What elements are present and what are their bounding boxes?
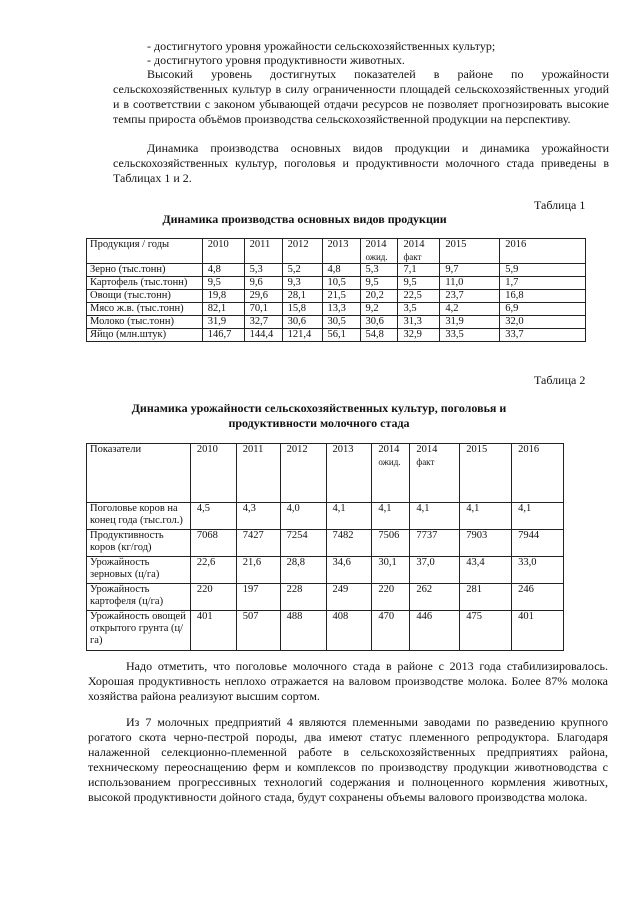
table-1-title: Динамика производства основных видов продукции bbox=[162, 212, 447, 226]
table-cell: 7427 bbox=[236, 530, 280, 557]
intro-paragraph-1: Высокий уровень достигнутых показателей в районе по урожайности сельскохозяйственных культур в силу ограниченности площадей сельскохозяйственных угодий и в соответствии с законом убывающей отдачи ресурсов не позволяет прогнозировать высокие темпы прироста объёмов производства сельскохозяйственной продукции на перспективу. bbox=[113, 67, 609, 126]
table-row bbox=[87, 503, 564, 530]
header-cell: 2016 bbox=[512, 444, 564, 503]
table-header-row bbox=[87, 444, 564, 503]
table-row bbox=[87, 316, 586, 329]
table-cell: 43,4 bbox=[460, 557, 512, 584]
row-label: Продуктивность коров (кг/год) bbox=[87, 530, 191, 557]
table-cell: 7068 bbox=[190, 530, 236, 557]
header-year: 2014 bbox=[416, 444, 438, 455]
header-year: 2014 bbox=[378, 444, 400, 455]
row-label: Зерно (тыс.тонн) bbox=[87, 264, 203, 277]
table-row bbox=[87, 584, 564, 611]
row-label: Урожайность зерновых (ц/га) bbox=[87, 557, 191, 584]
table-row bbox=[87, 329, 586, 342]
table-cell: 22,6 bbox=[190, 557, 236, 584]
bullet-2: - достигнутого уровня продуктивности животных. bbox=[147, 53, 405, 67]
table-cell: 9,3 bbox=[282, 277, 322, 290]
header-cell bbox=[410, 444, 460, 503]
table-cell: 54,8 bbox=[360, 329, 398, 342]
table-cell: 5,3 bbox=[360, 264, 398, 277]
table-cell: 246 bbox=[512, 584, 564, 611]
header-note: факт bbox=[403, 252, 422, 262]
table-cell: 33,5 bbox=[440, 329, 500, 342]
table-cell: 488 bbox=[280, 611, 326, 651]
table-cell: 197 bbox=[236, 584, 280, 611]
header-cell: 2015 bbox=[440, 239, 500, 264]
table-cell: 4,0 bbox=[280, 503, 326, 530]
header-year: 2014 bbox=[403, 239, 425, 250]
table-cell: 28,8 bbox=[280, 557, 326, 584]
table-cell: 249 bbox=[326, 584, 372, 611]
table-cell: 22,5 bbox=[398, 290, 440, 303]
row-label: Урожайность овощей открытого грунта (ц/га) bbox=[87, 611, 191, 651]
header-cell: 2013 bbox=[322, 239, 360, 264]
header-cell: 2012 bbox=[280, 444, 326, 503]
table-row bbox=[87, 277, 586, 290]
table-cell: 4,1 bbox=[326, 503, 372, 530]
table-2-title-line-2: продуктивности молочного стада bbox=[228, 416, 410, 430]
table-cell: 20,2 bbox=[360, 290, 398, 303]
table-cell: 33,0 bbox=[512, 557, 564, 584]
table-cell: 6,9 bbox=[500, 303, 586, 316]
header-cell: 2015 bbox=[460, 444, 512, 503]
header-cell bbox=[360, 239, 398, 264]
table-cell: 7737 bbox=[410, 530, 460, 557]
row-label: Овощи (тыс.тонн) bbox=[87, 290, 203, 303]
table-cell: 31,9 bbox=[202, 316, 244, 329]
header-cell: 2010 bbox=[202, 239, 244, 264]
table-row bbox=[87, 611, 564, 651]
row-label: Мясо ж.в. (тыс.тонн) bbox=[87, 303, 203, 316]
header-year: 2014 bbox=[365, 239, 387, 250]
row-label: Урожайность картофеля (ц/га) bbox=[87, 584, 191, 611]
table-2-title-line-1: Динамика урожайности сельскохозяйственных культур, поголовья и bbox=[131, 401, 507, 415]
table-cell: 31,9 bbox=[440, 316, 500, 329]
table-cell: 19,8 bbox=[202, 290, 244, 303]
outro-paragraph-1: Надо отметить, что поголовье молочного стада в районе с 2013 года стабилизировалось. Хорошая продуктивность неплохо отражается на валовом производстве молока. Более 87% молока хозяйства района реализуют высшим сортом. bbox=[88, 659, 608, 703]
table-cell: 7903 bbox=[460, 530, 512, 557]
table-cell: 220 bbox=[190, 584, 236, 611]
table-2-label: Таблица 2 bbox=[534, 373, 586, 387]
intro-paragraph-2: Динамика производства основных видов продукции и динамика урожайности сельскохозяйственных культур, поголовья и продуктивности молочного стада приведены в Таблицах 1 и 2. bbox=[113, 141, 609, 185]
table-cell: 4,3 bbox=[236, 503, 280, 530]
table-2-title bbox=[86, 401, 552, 431]
table-cell: 70,1 bbox=[244, 303, 282, 316]
table-cell: 30,1 bbox=[372, 557, 410, 584]
table-row bbox=[87, 290, 586, 303]
table-cell: 5,2 bbox=[282, 264, 322, 277]
table-cell: 9,6 bbox=[244, 277, 282, 290]
row-label: Молоко (тыс.тонн) bbox=[87, 316, 203, 329]
table-cell: 4,5 bbox=[190, 503, 236, 530]
table-cell: 4,8 bbox=[202, 264, 244, 277]
table-cell: 4,1 bbox=[372, 503, 410, 530]
table-cell: 13,3 bbox=[322, 303, 360, 316]
table-cell: 475 bbox=[460, 611, 512, 651]
table-cell: 7254 bbox=[280, 530, 326, 557]
table-cell: 7,1 bbox=[398, 264, 440, 277]
table-cell: 31,3 bbox=[398, 316, 440, 329]
table-cell: 4,1 bbox=[512, 503, 564, 530]
header-cell: 2016 bbox=[500, 239, 586, 264]
table-cell: 401 bbox=[190, 611, 236, 651]
table-cell: 401 bbox=[512, 611, 564, 651]
outro-paragraph-2: Из 7 молочных предприятий 4 являются племенными заводами по разведению крупного рогатого скота черно-пестрой породы, два имеют статус племенного репродуктора. Благодаря налаженной селекционно-племенной работе в сельскохозяйственных предприятиях района, техническому переоснащению ферм и комплексов по производству продукции животноводства с использованием прогрессивных технологий содержания и полноценного кормления животных, высокой продуктивности дойного стада, будут сохранены объемы валового производства молока. bbox=[88, 715, 608, 804]
table-cell: 15,8 bbox=[282, 303, 322, 316]
table-cell: 470 bbox=[372, 611, 410, 651]
row-label: Яйцо (млн.штук) bbox=[87, 329, 203, 342]
table-cell: 262 bbox=[410, 584, 460, 611]
table-cell: 5,3 bbox=[244, 264, 282, 277]
table-cell: 28,1 bbox=[282, 290, 322, 303]
row-label: Картофель (тыс.тонн) bbox=[87, 277, 203, 290]
table-cell: 21,6 bbox=[236, 557, 280, 584]
table-1-label: Таблица 1 bbox=[534, 198, 586, 212]
table-row bbox=[87, 264, 586, 277]
table-cell: 30,5 bbox=[322, 316, 360, 329]
table-cell: 507 bbox=[236, 611, 280, 651]
header-cell: 2012 bbox=[282, 239, 322, 264]
yield-table bbox=[86, 443, 564, 651]
row-label: Поголовье коров на конец года (тыс.гол.) bbox=[87, 503, 191, 530]
table-row bbox=[87, 530, 564, 557]
table-cell: 16,8 bbox=[500, 290, 586, 303]
production-table bbox=[86, 238, 586, 342]
table-cell: 32,9 bbox=[398, 329, 440, 342]
table-cell: 23,7 bbox=[440, 290, 500, 303]
table-cell: 446 bbox=[410, 611, 460, 651]
table-cell: 9,5 bbox=[202, 277, 244, 290]
header-cell bbox=[372, 444, 410, 503]
table-row bbox=[87, 303, 586, 316]
header-note: ожид. bbox=[378, 457, 401, 467]
table-cell: 144,4 bbox=[244, 329, 282, 342]
table-cell: 30,6 bbox=[360, 316, 398, 329]
table-cell: 21,5 bbox=[322, 290, 360, 303]
header-cell: Показатели bbox=[87, 444, 191, 503]
table-cell: 37,0 bbox=[410, 557, 460, 584]
table-cell: 7506 bbox=[372, 530, 410, 557]
table-cell: 7944 bbox=[512, 530, 564, 557]
header-note: факт bbox=[416, 457, 435, 467]
header-note: ожид. bbox=[365, 252, 388, 262]
table-cell: 121,4 bbox=[282, 329, 322, 342]
table-cell: 4,2 bbox=[440, 303, 500, 316]
bullet-1: - достигнутого уровня урожайности сельскохозяйственных культур; bbox=[147, 39, 496, 53]
table-cell: 4,8 bbox=[322, 264, 360, 277]
table-cell: 3,5 bbox=[398, 303, 440, 316]
table-cell: 1,7 bbox=[500, 277, 586, 290]
header-cell bbox=[398, 239, 440, 264]
table-cell: 408 bbox=[326, 611, 372, 651]
table-cell: 4,1 bbox=[410, 503, 460, 530]
header-cell: 2011 bbox=[236, 444, 280, 503]
header-cell: 2011 bbox=[244, 239, 282, 264]
table-cell: 32,7 bbox=[244, 316, 282, 329]
table-header-row bbox=[87, 239, 586, 264]
header-cell: 2013 bbox=[326, 444, 372, 503]
table-cell: 9,5 bbox=[398, 277, 440, 290]
table-cell: 146,7 bbox=[202, 329, 244, 342]
table-cell: 7482 bbox=[326, 530, 372, 557]
table-cell: 228 bbox=[280, 584, 326, 611]
header-cell: Продукция / годы bbox=[87, 239, 203, 264]
table-cell: 82,1 bbox=[202, 303, 244, 316]
table-row bbox=[87, 557, 564, 584]
table-cell: 10,5 bbox=[322, 277, 360, 290]
table-cell: 9,7 bbox=[440, 264, 500, 277]
table-cell: 4,1 bbox=[460, 503, 512, 530]
table-cell: 32,0 bbox=[500, 316, 586, 329]
table-cell: 30,6 bbox=[282, 316, 322, 329]
table-cell: 281 bbox=[460, 584, 512, 611]
table-cell: 9,5 bbox=[360, 277, 398, 290]
table-cell: 29,6 bbox=[244, 290, 282, 303]
table-cell: 34,6 bbox=[326, 557, 372, 584]
table-cell: 9,2 bbox=[360, 303, 398, 316]
table-cell: 5,9 bbox=[500, 264, 586, 277]
table-cell: 33,7 bbox=[500, 329, 586, 342]
header-cell: 2010 bbox=[190, 444, 236, 503]
table-cell: 11,0 bbox=[440, 277, 500, 290]
table-cell: 56,1 bbox=[322, 329, 360, 342]
table-cell: 220 bbox=[372, 584, 410, 611]
